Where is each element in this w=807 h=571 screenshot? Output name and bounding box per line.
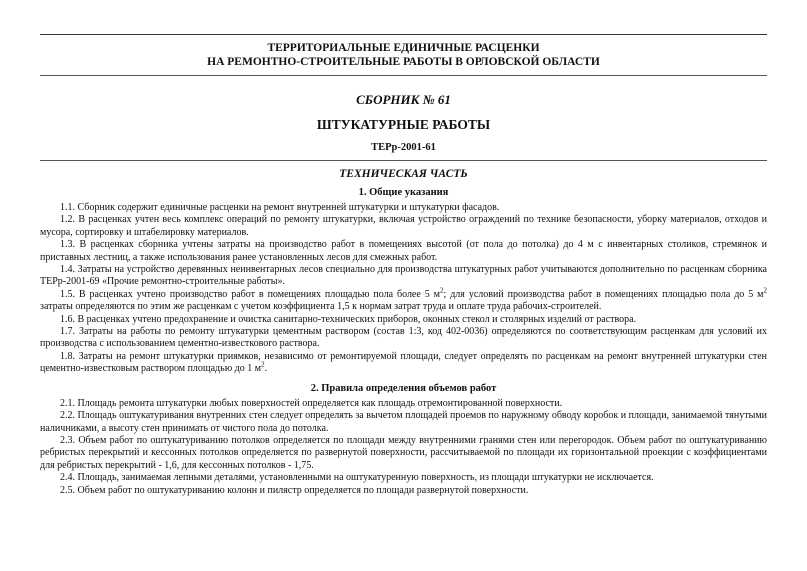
paragraph-1-5: [40, 286, 767, 314]
collection-number: СБОРНИК № 61: [356, 92, 451, 107]
header-rule: [40, 75, 767, 76]
paragraph-2-1: 2.1. Площадь ремонта штукатурки любых поверхностей определяется как площадь отремонтированной поверхности.: [60, 397, 563, 409]
paragraph-1-5-part-a: 1.5. В расценках учтено производство работ в помещениях площадью пола более 5 м: [60, 288, 440, 300]
superscript-2: 2: [763, 286, 767, 295]
document-page: [40, 34, 767, 497]
paragraph-1-8-part-a: 1.8. Затраты на ремонт штукатурки приямков, независимо от ремонтируемой площади, следует определять по расценкам на ремонт внутренней штукатурки стен цементно-известковым раствором площадью до 1 м: [40, 350, 767, 375]
paragraph-2-3: 2.3. Объем работ по оштукатуриванию потолков определяется по площади между внутренними гранями стен или перегородок. Объем работ по оштукатуриванию ребристых перекрытий и кессонных потолков определяется по развернутой поверхности, рассчитываемой по площади их горизонтальной проекции с коэффициентами для ребристых перекрытий - 1,6, для кессонных потолков - 1,75.: [40, 434, 767, 471]
technical-part-heading: ТЕХНИЧЕСКАЯ ЧАСТЬ: [339, 168, 468, 180]
section1-heading: 1. Общие указания: [358, 187, 449, 198]
title-rule: [40, 160, 767, 161]
paragraph-1-5-part-b: ; для условий производства работ в помещениях площадью пола до 5 м: [443, 288, 764, 300]
paragraph-1-8: [40, 351, 767, 376]
org-heading-line1: ТЕРРИТОРИАЛЬНЫЕ ЕДИНИЧНЫЕ РАСЦЕНКИ: [267, 42, 540, 54]
org-heading: [40, 41, 767, 69]
paragraph-1-2: 1.2. В расценках учтен весь комплекс операций по ремонту штукатурки, включая устройство ограждений по технике безопасности, уборку материалов, отходов и мусора, сортировку и штабелировку материалов.: [40, 214, 767, 238]
paragraph-1-7: 1.7. Затраты на работы по ремонту штукатурки цементным раствором (состав 1:3, код 402-0036) определяются по соответствующим расценкам для условий их производства с использованием цементно-известкового раствора.: [40, 326, 767, 350]
document-code: ТЕРр-2001-61: [371, 142, 436, 153]
document-title: ШТУКАТУРНЫЕ РАБОТЫ: [316, 117, 491, 132]
top-rule: [40, 34, 767, 35]
section2-heading: 2. Правила определения объемов работ: [310, 382, 497, 394]
paragraph-1-4: 1.4. Затраты на устройство деревянных неинвентарных лесов специально для производства штукатурных работ учитываются дополнительно по расценкам сборника ТЕРр-2001-69 «Прочие ремонтно-строительные работы».: [40, 264, 767, 288]
paragraph-1-3: 1.3. В расценках сборника учтены затраты на производство работ в помещениях высотой (от пола до потолка) до 4 м с инвентарных столиков, стремянок и приставных лестниц, а также использования ранее установленных лесов для смежных работ.: [40, 239, 767, 263]
superscript-2: 2: [440, 286, 444, 295]
paragraph-1-1: 1.1. Сборник содержит единичные расценки на ремонт внутренней штукатурки и штукатурки фасадов.: [60, 202, 500, 213]
org-heading-line2: НА РЕМОНТНО-СТРОИТЕЛЬНЫЕ РАБОТЫ В ОРЛОВСКОЙ ОБЛАСТИ: [207, 56, 600, 68]
superscript-2: 2: [261, 360, 265, 369]
paragraph-2-4: 2.4. Площадь, занимаемая лепными деталями, установленными на оштукатуренную поверхность, из площади штукатурки не исключается.: [60, 472, 654, 484]
paragraph-2-2: 2.2. Площадь оштукатуривания внутренних стен следует определять за вычетом площадей проемов по наружному обводу коробок и площади, занимаемой тянутыми наличниками, а высоту стен принимать от чистого пола до потолка.: [40, 410, 767, 434]
paragraph-1-6: 1.6. В расценках учтено предохранение и очистка санитарно-технических приборов, оконных стекол и столярных изделий от раствора.: [60, 313, 637, 325]
paragraph-1-8-part-b: .: [264, 363, 268, 375]
paragraph-1-5-part-c: затраты определяются по этим же расценкам с учетом коэффициента 1,5 к нормам затрат труда и оплате труда рабочих-строителей.: [40, 301, 602, 313]
paragraph-2-5: 2.5. Объем работ по оштукатуриванию колонн и пилястр определяется по площади развернутой поверхности.: [60, 484, 529, 496]
